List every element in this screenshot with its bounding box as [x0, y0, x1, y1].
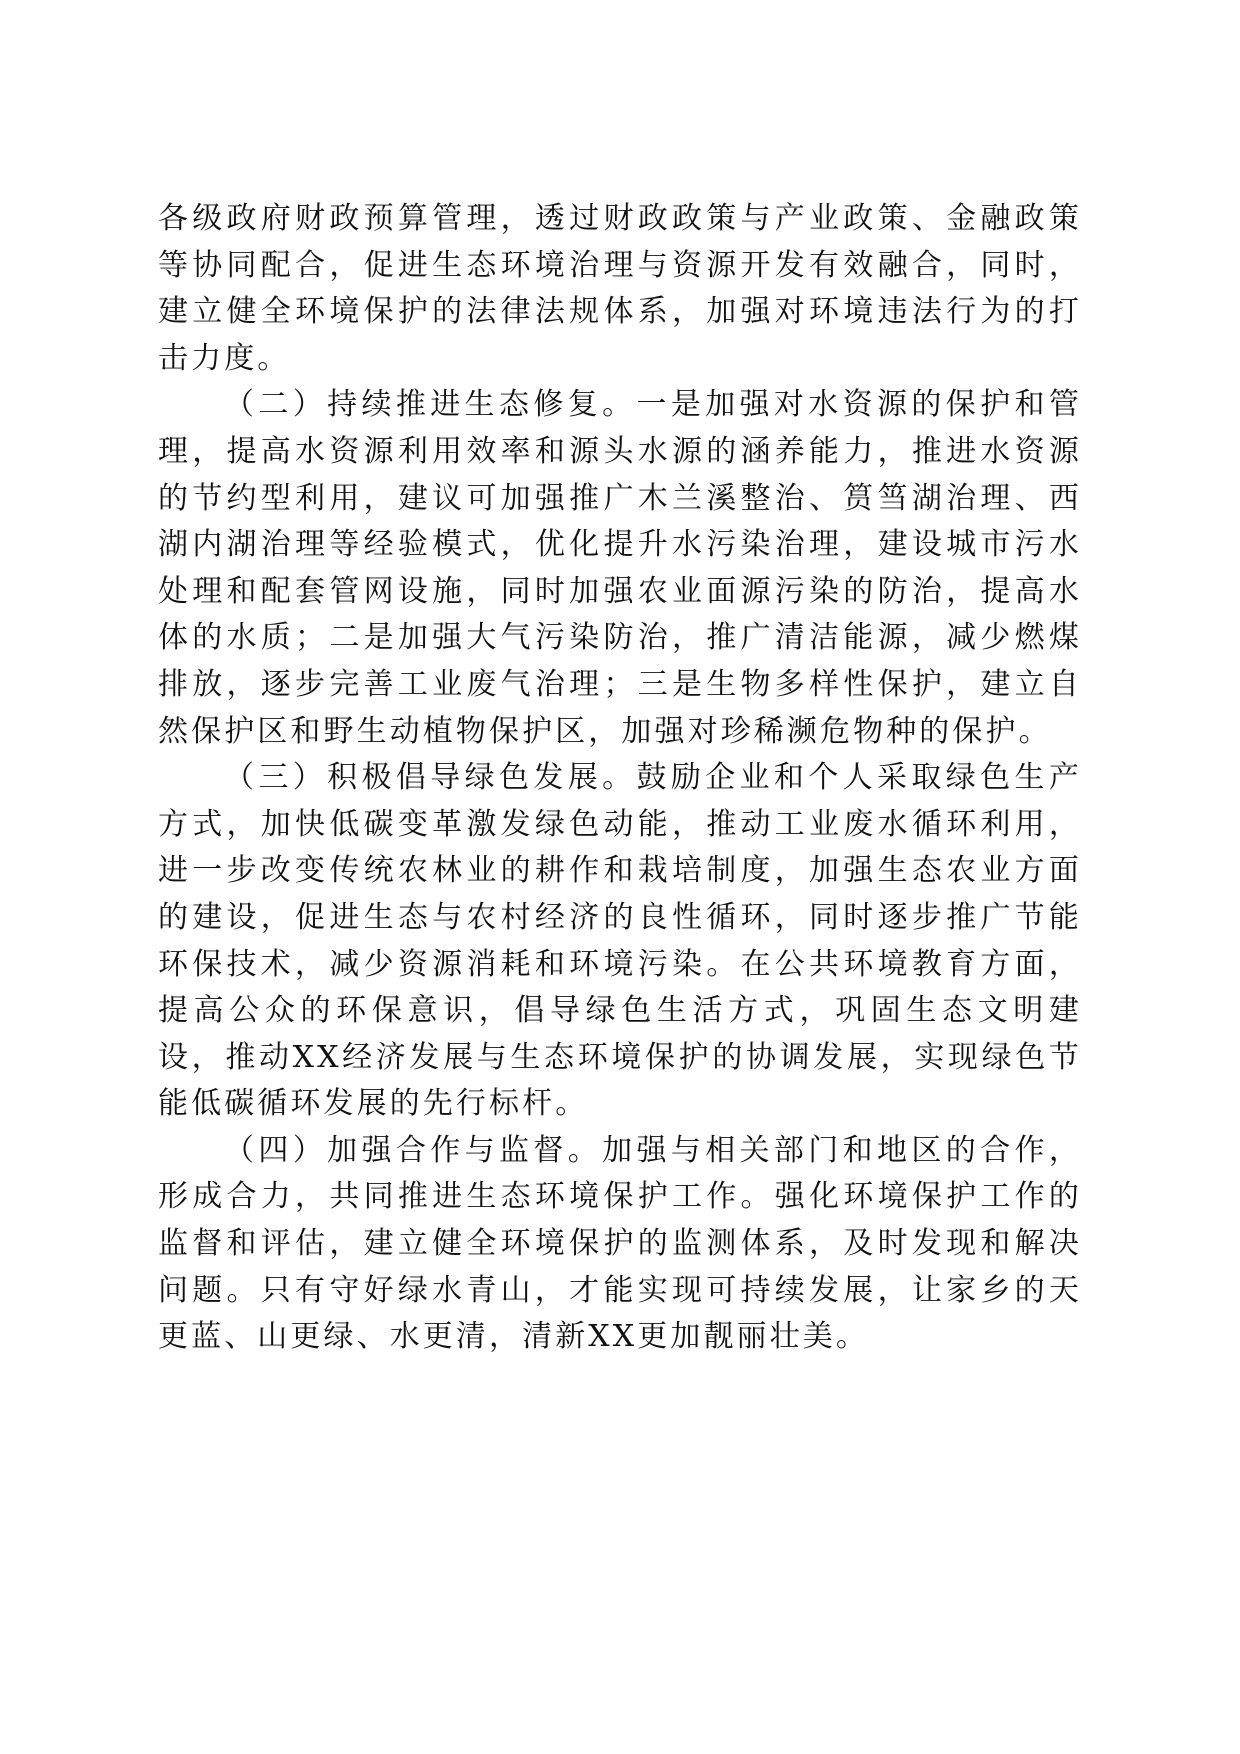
document-body	[158, 196, 1082, 1361]
paragraph-cooperation-supervision: （四）加强合作与监督。加强与相关部门和地区的合作，形成合力，共同推进生态环境保护工作。强化环境保护工作的监督和评估，建立健全环境保护的监测体系，及时发现和解决问题。只有守好绿水青山，才能实现可持续发展，让家乡的天更蓝、山更绿、水更清，清新XX更加靓丽壮美。	[158, 1132, 1082, 1355]
paragraph-continuation: 各级政府财政预算管理，透过财政政策与产业政策、金融政策等协同配合，促进生态环境治理与资源开发有效融合，同时，建立健全环境保护的法律法规体系，加强对环境违法行为的打击力度。	[158, 201, 1082, 376]
paragraph-green-development: （三）积极倡导绿色发展。鼓励企业和个人采取绿色生产方式，加快低碳变革激发绿色动能，推动工业废水循环利用，进一步改变传统农林业的耕作和栽培制度，加强生态农业方面的建设，促进生态与农村经济的良性循环，同时逐步推广节能环保技术，减少资源消耗和环境污染。在公共环境教育方面，提高公众的环保意识，倡导绿色生活方式，巩固生态文明建设，推动XX经济发展与生态环境保护的协调发展，实现绿色节能低碳循环发展的先行标杆。	[158, 760, 1082, 1122]
paragraph-ecological-restoration: （二）持续推进生态修复。一是加强对水资源的保护和管理，提高水资源利用效率和源头水源的涵养能力，推进水资源的节约型利用，建议可加强推广木兰溪整治、筼筜湖治理、西湖内湖治理等经验模式，优化提升水污染治理，建设城市污水处理和配套管网设施，同时加强农业面源污染的防治，提高水体的水质；二是加强大气污染防治，推广清洁能源，减少燃煤排放，逐步完善工业废气治理；三是生物多样性保护，建立自然保护区和野生动植物保护区，加强对珍稀濒危物种的保护。	[158, 387, 1082, 749]
